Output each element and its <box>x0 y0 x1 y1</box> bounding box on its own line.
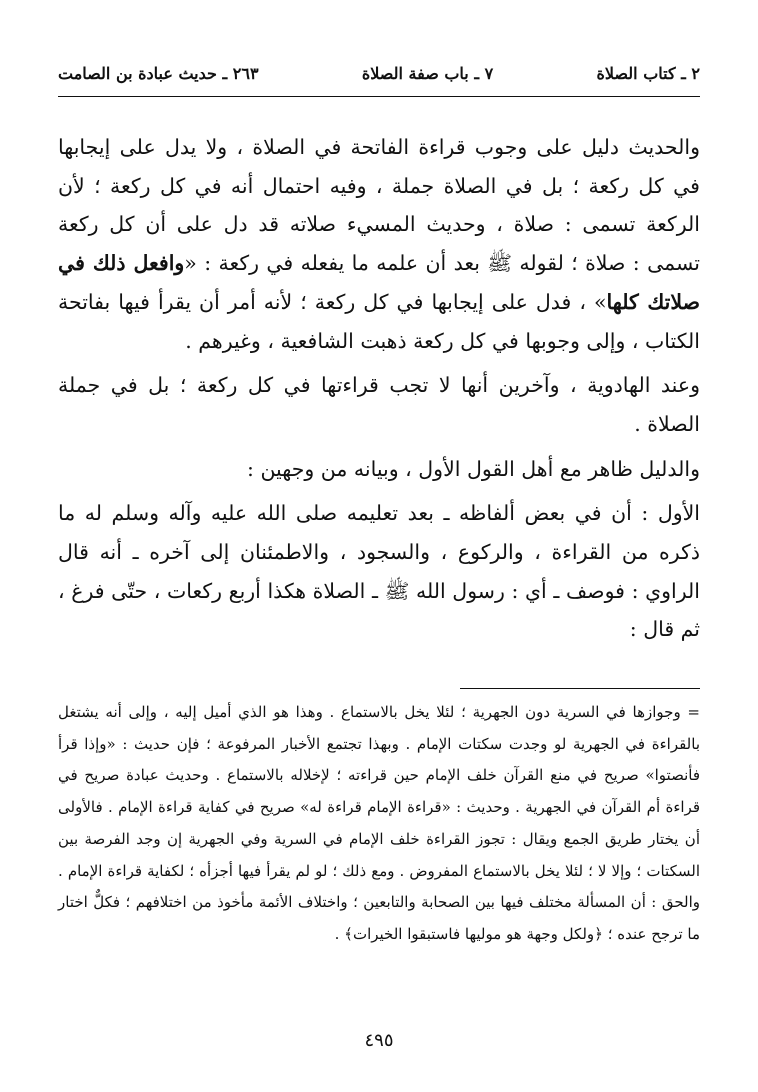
paragraph-3: والدليل ظاهر مع أهل القول الأول ، وبيانه من وجهين : <box>247 456 700 481</box>
paragraph-4: الأول : أن في بعض ألفاظه ـ بعد تعليمه صلى الله عليه وآله وسلم له ما ذكره من القراءة ، والركوع ، والسجود ، والاطمئنان إلى آخره ـ أنه قال الراوي : فوصف ـ أي : رسول الله ﷺ ـ الصلاة هكذا أربع ركعات ، حتّى فرغ ، ثم قال : <box>58 501 700 642</box>
footnote-separator <box>460 688 700 689</box>
main-text <box>58 128 700 655</box>
paragraph-1-part-2: » ، فدل على إيجابها في كل ركعة ؛ لأنه أمر أن يقرأ فيها بفاتحة الكتاب ، وإلى وجوبها في كل ركعة ذهبت الشافعية ، وغيرهم . <box>58 289 700 353</box>
header-book-title: ٢ ـ كتاب الصلاة <box>596 63 700 83</box>
header-chapter-title: ٧ ـ باب صفة الصلاة <box>361 63 494 83</box>
paragraph-1 <box>58 128 700 360</box>
header-rule <box>58 96 700 97</box>
paragraph-2: وعند الهادوية ، وآخرين أنها لا تجب قراءتها في كل ركعة ؛ بل في جملة الصلاة . <box>58 373 700 436</box>
header-hadith-title: ٢٦٣ ـ حديث عبادة بن الصامت <box>58 63 259 83</box>
page-number: ٤٩٥ <box>364 1030 394 1051</box>
paragraph-1-part-1: والحديث دليل على وجوب قراءة الفاتحة في الصلاة ، ولا يدل على إيجابها في كل ركعة ؛ بل في الصلاة جملة ، وفيه احتمال أنه في كل ركعة ؛ لأن الركعة تسمى : صلاة ، وحديث المسيء صلاته قد دل على أن كل ركعة تسمى : صلاة ؛ لقوله ﷺ بعد أن علمه ما يفعله في ركعة : « <box>58 135 700 276</box>
footnote-text: = وجوازها في السرية دون الجهرية ؛ لئلا يخل بالاستماع . وهذا هو الذي أميل إليه ، وإلى أنه يشتغل بالقراءة في الجهرية لو وجدت سكتات الإمام . وبهذا تجتمع الأخبار المرفوعة ؛ فإن حديث : «وإذا قرأ فأنصتوا» صريح في منع القرآن خلف الإمام حين قراءته ؛ لإخلاله بالاستماع . وحديث عبادة صريح في قراءة أم القرآن في الجهرية . وحديث : «قراءة الإمام قراءة له» صريح في كفاية قراءة الإمام . فالأولى أن يختار طريق الجمع ويقال : تجوز القراءة خلف الإمام في السرية وفي الجهرية إن وجد الفرصة بين السكتات ؛ وإلا لا ؛ لئلا يخل بالاستماع المفروض . ومع ذلك ؛ لو لم يقرأ فيها أجزأه ؛ لكفاية قراءة الإمام . والحق : أن المسألة مختلف فيها بين الصحابة والتابعين ؛ واختلاف الأئمة مأخوذ من اختلافهم ؛ فكلٌّ اختار ما ترجح عنده ؛ ﴿ولكل وجهة هو موليها فاستبقوا الخيرات﴾ . <box>58 703 700 943</box>
quoted-hadith: وافعل ذلك في صلاتك كلها <box>58 251 700 314</box>
running-header <box>58 56 700 90</box>
footnote <box>58 697 700 951</box>
